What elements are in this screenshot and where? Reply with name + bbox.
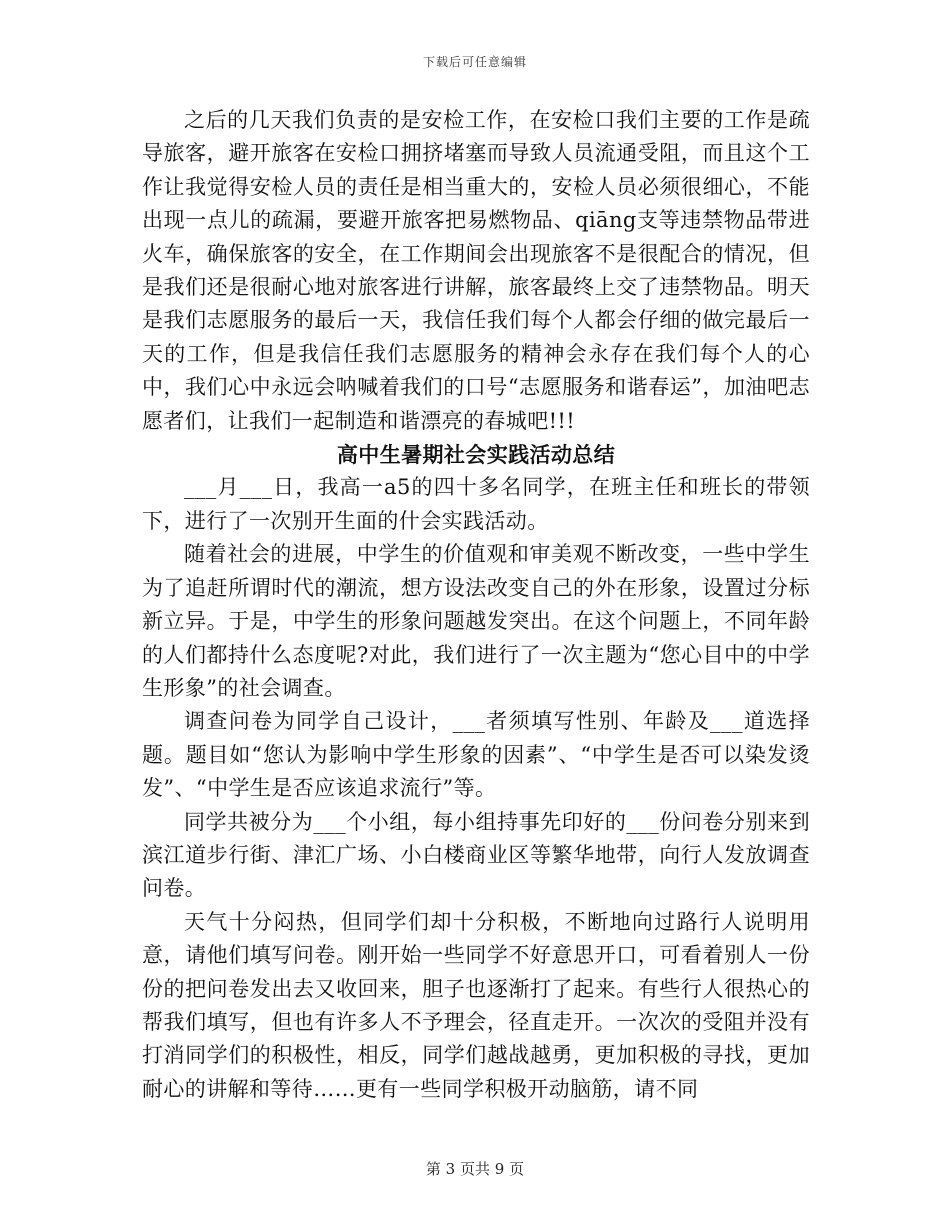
page-footer: 第 3 页共 9 页 [425, 1160, 525, 1178]
paragraph: 之后的几天我们负责的是安检工作，在安检口我们主要的工作是疏导旅客，避开旅客在安检口拥挤堵塞而导致人员流通受阻，而且这个工作让我觉得安检人员的责任是相当重大的，安检人员必须很细心，不能出现一点儿的疏漏，要避开旅客把易燃物品、qiāng支等违禁物品带进火车，确保旅客的安全，在工作期间会出现旅客不是很配合的情况，但是我们还是很耐心地对旅客进行讲解，旅客最终上交了违禁物品。明天是我们志愿服务的最后一天，我信任我们每个人都会仔细的做完最后一天的工作，但是我信任我们志愿服务的精神会永存在我们每个人的心中，我们心中永远会呐喊着我们的口号“志愿服务和谐春运”，加油吧志愿者们，让我们一起制造和谐漂亮的春城吧!!! [142, 108, 810, 433]
paragraph: 同学共被分为___个小组，每小组持事先印好的___份问卷分别来到滨江道步行街、津汇广场、小白楼商业区等繁华地带，向行人发放调查问卷。 [142, 809, 810, 901]
paragraph: 随着社会的进展，中学生的价值观和审美观不断改变，一些中学生为了追赶所谓时代的潮流，想方设法改变自己的外在形象，设置过分标新立异。于是，中学生的形象问题越发突出。在这个问题上，不同年龄的人们都持什么态度呢?对此，我们进行了一次主题为“您心目中的中学生形象”的社会调查。 [142, 542, 810, 700]
paragraph: 调查问卷为同学自己设计，___者须填写性别、年龄及___道选择题。题目如“您认为影响中学生形象的因素”、“中学生是否可以染发烫发”、“中学生是否应该追求流行”等。 [142, 709, 810, 801]
paragraph: 天气十分闷热，但同学们却十分积极，不断地向过路行人说明用意，请他们填写问卷。刚开始一些同学不好意思开口，可看着别人一份份的把问卷发出去又收回来，胆子也逐渐打了起来。有些行人很热心的帮我们填写，但也有许多人不予理会，径直走开。一次次的受阻并没有打消同学们的积极性，相反，同学们越战越勇，更加积极的寻找，更加耐心的讲解和等待……更有一些同学积极开动脑筋，请不同 [142, 909, 810, 1101]
section-title: 高中生暑期社会实践活动总结 [336, 442, 616, 468]
paragraph: ___月___日，我高一a5的四十多名同学，在班主任和班长的带领下，进行了一次别开生面的什会实践活动。 [142, 475, 810, 533]
page-header: 下载后可任意编辑 [422, 55, 527, 69]
document-body [142, 104, 810, 1106]
